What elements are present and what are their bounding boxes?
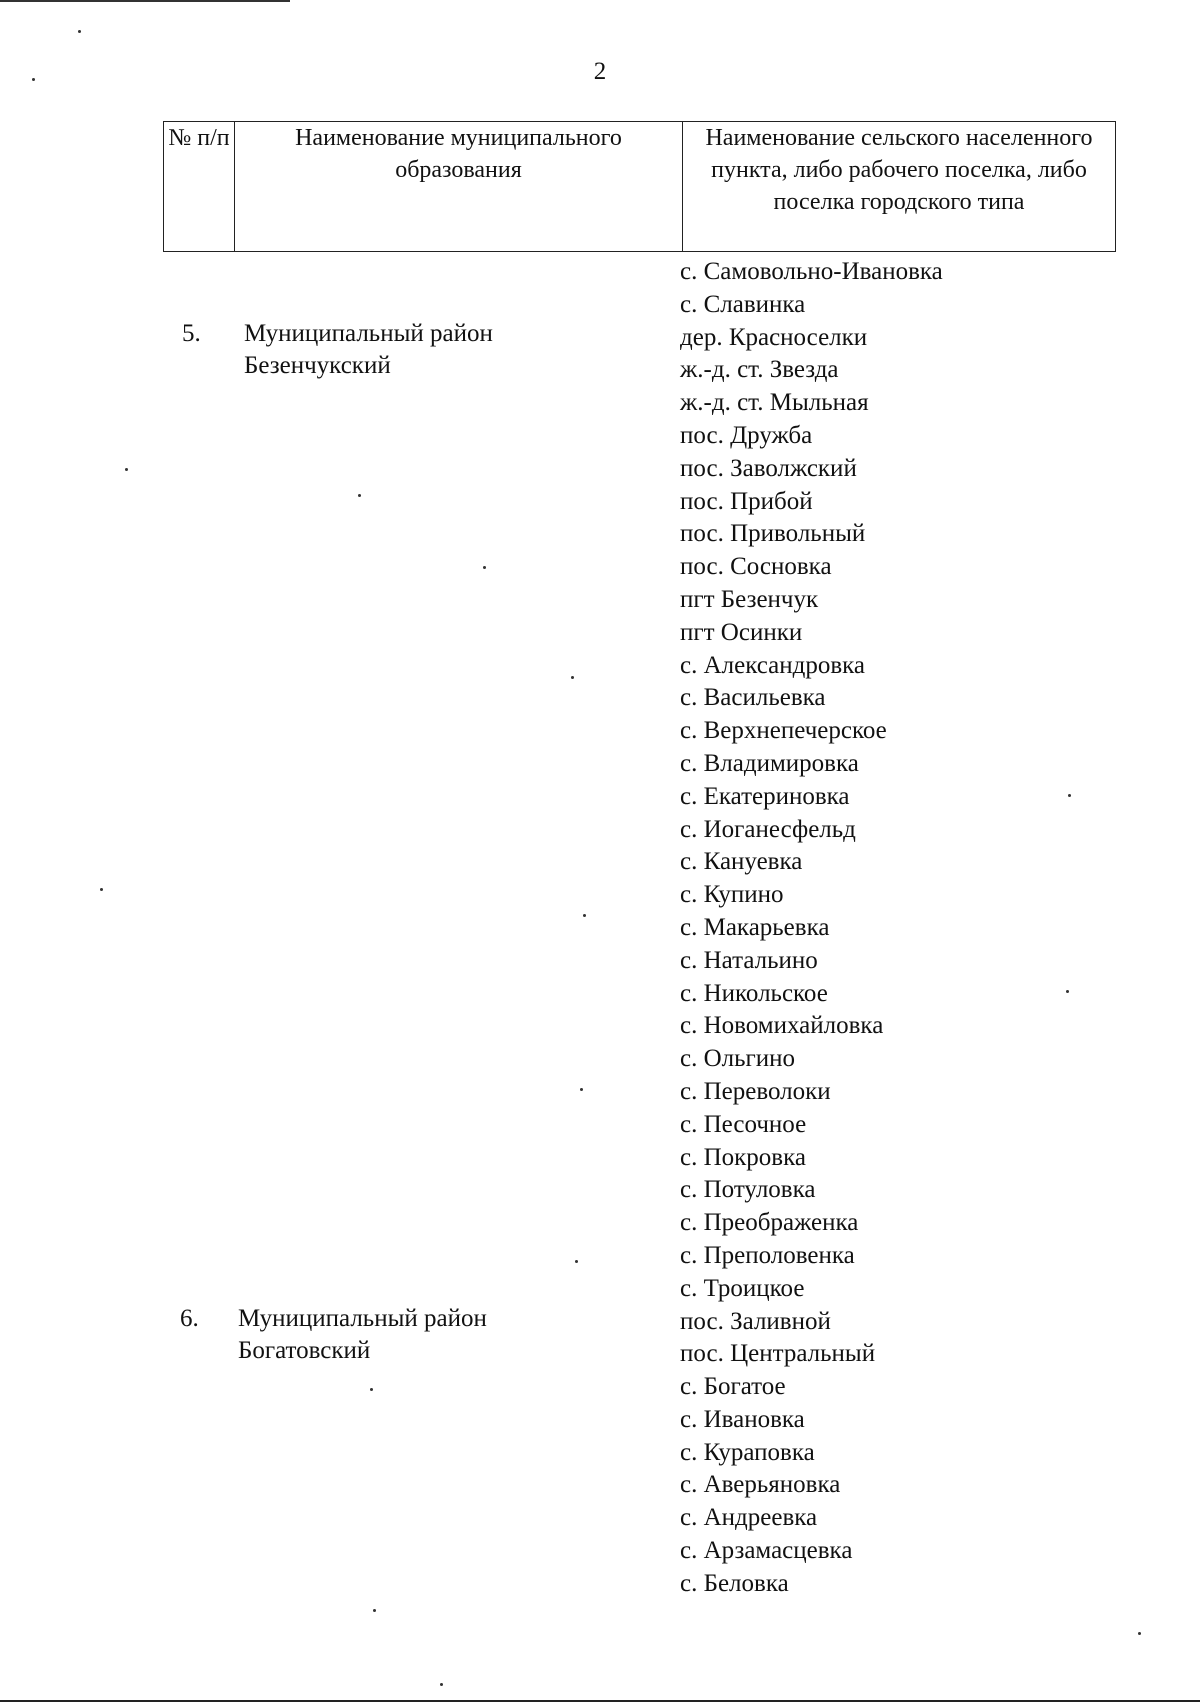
settlement-item: пос. Заливной [680,1307,831,1335]
settlement-item: с. Троицкое [680,1274,805,1302]
settlement-item: с. Ивановка [680,1405,805,1433]
settlement-item: с. Купино [680,881,784,909]
page-number: 2 [593,58,607,85]
header-number-column: № п/п [164,122,235,252]
settlement-item: пос. Прибой [680,487,813,515]
settlement-item: пос. Заволжский [680,454,857,482]
settlement-item: с. Никольское [680,979,828,1007]
settlement-item: с. Потуловка [680,1176,816,1204]
settlement-item: с. Кануевка [680,848,803,876]
settlement-item: с. Беловка [680,1569,789,1597]
settlement-item: с. Макарьевка [680,913,830,941]
settlement-item: с. Новомихайловка [680,1012,884,1040]
settlement-item: пос. Привольный [680,520,866,548]
settlement-item: с. Васильевка [680,684,826,712]
municipality-number: 5. [182,320,201,347]
table-header [163,121,1116,252]
settlement-item: с. Кураповка [680,1438,815,1466]
municipality-number: 6. [180,1305,199,1332]
settlement-item: пос. Сосновка [680,553,832,581]
settlement-item: с. Песочное [680,1110,807,1138]
scan-edge-line-top [0,0,290,2]
scan-edge-line-bottom [0,1700,1200,1702]
header-settlement-column: Наименование сельского населенного пункта, либо рабочего поселка, либо поселка городского типа [683,122,1116,252]
settlement-item: ж.-д. ст. Звезда [680,356,839,384]
settlement-list [680,256,1100,1601]
settlement-item: с. Ольгино [680,1045,796,1073]
settlement-item: с. Екатериновка [680,782,850,810]
settlement-item: дер. Красноселки [680,323,868,351]
settlement-item: с. Натальино [680,946,818,974]
municipality-name: Муниципальный район Безенчукский [244,320,493,379]
municipality-name: Муниципальный район Богатовский [238,1305,487,1364]
settlement-item: пгт Безенчук [680,585,819,613]
settlement-item: пос. Дружба [680,421,813,449]
settlement-item: с. Иоганесфельд [680,815,856,843]
table-header-row [164,122,1116,252]
settlement-item: с. Верхнепечерское [680,717,887,745]
settlement-item: пгт Осинки [680,618,803,646]
settlement-item: с. Переволоки [680,1077,831,1105]
settlement-item: с. Арзамасцевка [680,1537,853,1565]
header-municipality-column: Наименование муниципального образования [235,122,683,252]
settlement-item: с. Аверьяновка [680,1471,841,1499]
settlement-item: пос. Центральный [680,1340,876,1368]
settlement-item: с. Андреевка [680,1504,818,1532]
settlement-item: с. Богатое [680,1373,786,1401]
settlement-item: с. Преображенка [680,1209,859,1237]
settlement-item: с. Самовольно-Ивановка [680,258,943,285]
settlement-item: ж.-д. ст. Мыльная [680,389,869,417]
settlement-item: с. Славинка [680,290,806,318]
settlement-item: с. Покровка [680,1143,806,1171]
settlement-item: с. Преполовенка [680,1241,855,1269]
settlement-item: с. Александровка [680,651,866,679]
settlement-item: с. Владимировка [680,749,859,777]
